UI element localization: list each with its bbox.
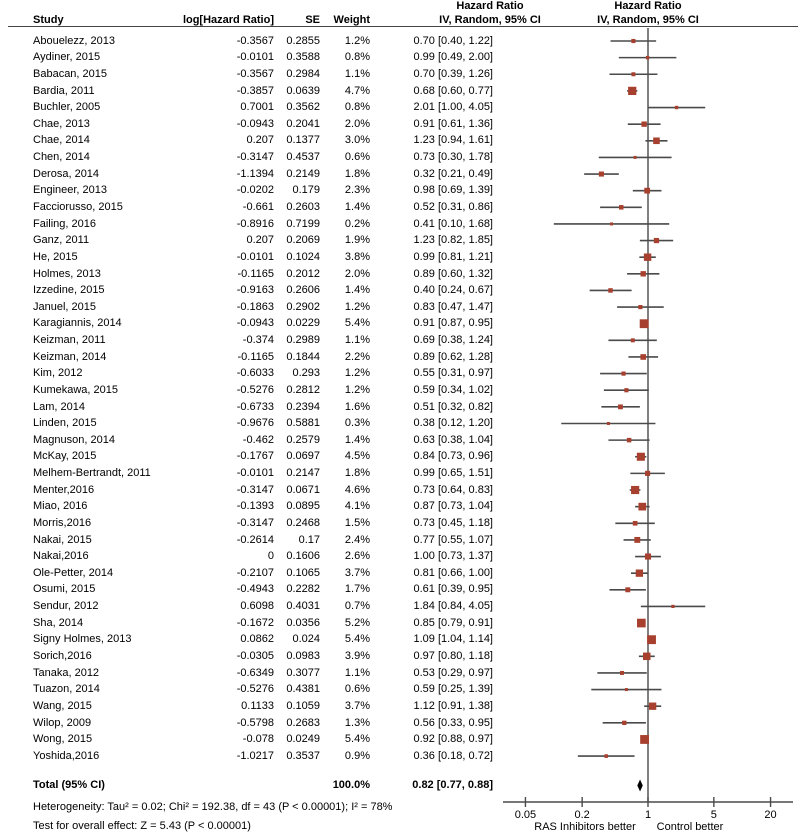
weight-value: 1.1% xyxy=(344,334,370,347)
se-value: 0.2606 xyxy=(286,284,320,297)
log-hazard-ratio-value: 0.0862 xyxy=(240,633,274,646)
study-row xyxy=(0,615,800,632)
effect-measure-heading-text-column: Hazard Ratio xyxy=(456,0,524,12)
log-hazard-ratio-value: -0.1393 xyxy=(236,500,274,513)
se-value: 0.0639 xyxy=(286,84,320,97)
column-header-weight: Weight xyxy=(333,14,370,26)
log-hazard-ratio-value: -0.0305 xyxy=(236,650,274,662)
study-row xyxy=(0,432,800,449)
study-name: Magnuson, 2014 xyxy=(33,433,115,446)
log-hazard-ratio-value: -0.6349 xyxy=(236,666,274,679)
study-row xyxy=(0,748,800,765)
study-row xyxy=(0,631,800,648)
study-name: Chae, 2014 xyxy=(33,134,90,147)
column-header-study: Study xyxy=(33,14,64,26)
weight-value: 3.7% xyxy=(344,699,370,712)
weight-value: 2.2% xyxy=(344,350,370,363)
weight-value: 1.3% xyxy=(344,716,370,729)
study-name: Buchler, 2005 xyxy=(33,101,101,114)
study-row xyxy=(0,598,800,615)
weight-value: 1.4% xyxy=(344,284,370,297)
se-value: 0.1065 xyxy=(286,566,320,579)
study-row xyxy=(0,249,800,266)
weight-value: 1.2% xyxy=(344,300,370,313)
study-row xyxy=(0,498,800,515)
se-value: 0.2579 xyxy=(286,433,320,446)
weight-value: 0.7% xyxy=(344,600,370,613)
study-name: Signy Holmes, 2013 xyxy=(33,633,132,646)
column-header-model-ci-plot: IV, Random, 95% CI xyxy=(597,14,699,26)
log-hazard-ratio-value: -0.1863 xyxy=(236,300,274,313)
se-value: 0.2902 xyxy=(286,300,320,313)
study-row xyxy=(0,132,800,149)
effect-measure-heading-plot-column: Hazard Ratio xyxy=(614,0,682,12)
se-value: 0.2468 xyxy=(286,516,320,529)
study-name: Wilop, 2009 xyxy=(33,716,92,729)
study-row xyxy=(0,199,800,216)
ci-text-value: 0.85 [0.79, 0.91] xyxy=(413,616,493,629)
se-value: 0.4537 xyxy=(286,151,320,164)
study-name: Lam, 2014 xyxy=(33,400,85,413)
column-header-model-ci-text: IV, Random, 95% CI xyxy=(439,14,541,26)
study-name: Miao, 2016 xyxy=(33,500,88,513)
study-name: Wang, 2015 xyxy=(33,699,92,712)
study-name: Kumekawa, 2015 xyxy=(33,383,118,396)
se-value: 0.1844 xyxy=(286,350,320,363)
weight-value: 1.2% xyxy=(344,367,370,380)
se-value: 0.024 xyxy=(292,633,320,646)
total-row xyxy=(0,777,800,794)
study-row xyxy=(0,282,800,299)
study-name: Sorich,2016 xyxy=(33,650,92,662)
weight-value: 0.6% xyxy=(344,151,370,164)
ci-text-value: 0.91 [0.87, 0.95] xyxy=(413,317,493,330)
study-row xyxy=(0,116,800,133)
weight-value: 0.8% xyxy=(344,51,370,64)
weight-value: 3.9% xyxy=(344,650,370,662)
ci-text-value: 0.51 [0.32, 0.82] xyxy=(413,400,493,413)
weight-value: 1.2% xyxy=(344,34,370,47)
se-value: 0.5881 xyxy=(286,417,320,430)
axis-tick-label: 20 xyxy=(764,809,777,821)
study-name: Menter,2016 xyxy=(33,483,95,496)
weight-value: 4.6% xyxy=(344,483,370,496)
total-label: Total (95% CI) xyxy=(33,779,105,791)
study-row xyxy=(0,49,800,66)
ci-text-value: 0.70 [0.39, 1.26] xyxy=(413,67,493,80)
weight-value: 0.9% xyxy=(344,749,370,762)
study-row xyxy=(0,681,800,698)
ci-text-value: 0.52 [0.31, 0.86] xyxy=(413,201,493,213)
ci-text-value: 0.99 [0.65, 1.51] xyxy=(413,467,493,480)
study-row xyxy=(0,33,800,50)
log-hazard-ratio-value: -0.1767 xyxy=(236,450,274,463)
se-value: 0.0983 xyxy=(286,650,320,662)
weight-value: 2.6% xyxy=(344,550,370,563)
study-name: Melhem-Bertrandt, 2011 xyxy=(33,467,151,480)
ci-text-value: 0.59 [0.34, 1.02] xyxy=(413,383,493,396)
study-row xyxy=(0,365,800,382)
study-row xyxy=(0,532,800,549)
ci-text-value: 0.69 [0.38, 1.24] xyxy=(413,334,493,347)
weight-value: 2.0% xyxy=(344,117,370,130)
ci-text-value: 0.77 [0.55, 1.07] xyxy=(413,533,493,546)
se-value: 0.2069 xyxy=(286,234,320,247)
se-value: 0.3588 xyxy=(286,51,320,64)
overall-effect-text: Test for overall effect: Z = 5.43 (P < 0.00001) xyxy=(33,820,251,832)
study-name: Yoshida,2016 xyxy=(33,749,100,762)
se-value: 0.2041 xyxy=(286,117,320,130)
study-row xyxy=(0,715,800,732)
weight-value: 3.7% xyxy=(344,566,370,579)
se-value: 0.2394 xyxy=(286,400,320,413)
se-value: 0.2855 xyxy=(286,34,320,47)
ci-text-value: 0.59 [0.25, 1.39] xyxy=(413,683,493,696)
log-hazard-ratio-value: 0.7001 xyxy=(240,101,274,114)
log-hazard-ratio-value: -0.661 xyxy=(242,201,274,213)
study-name: Holmes, 2013 xyxy=(33,267,101,280)
study-name: Morris,2016 xyxy=(33,516,92,529)
ci-text-value: 0.91 [0.61, 1.36] xyxy=(413,117,493,130)
se-value: 0.293 xyxy=(292,367,320,380)
ci-text-value: 0.87 [0.73, 1.04] xyxy=(413,500,493,513)
ci-text-value: 0.89 [0.60, 1.32] xyxy=(413,267,493,280)
log-hazard-ratio-value: -0.462 xyxy=(242,433,274,446)
ci-text-value: 0.41 [0.10, 1.68] xyxy=(413,217,493,230)
study-row xyxy=(0,83,800,100)
weight-value: 1.1% xyxy=(344,67,370,80)
study-name: Tuazon, 2014 xyxy=(33,683,100,696)
log-hazard-ratio-value: -0.0101 xyxy=(236,467,274,480)
study-row xyxy=(0,182,800,199)
se-value: 0.7199 xyxy=(286,217,320,230)
study-row xyxy=(0,216,800,233)
study-name: Sendur, 2012 xyxy=(33,600,99,613)
ci-text-value: 0.99 [0.81, 1.21] xyxy=(413,250,493,263)
study-row xyxy=(0,565,800,582)
weight-value: 1.1% xyxy=(344,666,370,679)
study-name: Abouelezz, 2013 xyxy=(33,34,115,47)
ci-text-value: 0.92 [0.88, 0.97] xyxy=(413,733,493,746)
log-hazard-ratio-value: -0.5798 xyxy=(236,716,274,729)
log-hazard-ratio-value: -0.3147 xyxy=(236,483,274,496)
weight-value: 5.4% xyxy=(344,733,370,746)
ci-text-value: 0.70 [0.40, 1.22] xyxy=(413,34,493,47)
study-name: Januel, 2015 xyxy=(33,300,96,313)
study-row xyxy=(0,232,800,249)
se-value: 0.2603 xyxy=(286,201,320,213)
total-ci: 0.82 [0.77, 0.88] xyxy=(412,779,493,791)
study-name: Facciorusso, 2015 xyxy=(33,201,123,213)
log-hazard-ratio-value: -0.3857 xyxy=(236,84,274,97)
log-hazard-ratio-value: -0.0202 xyxy=(236,184,274,197)
weight-value: 1.6% xyxy=(344,400,370,413)
axis-tick-label: 0.2 xyxy=(574,809,590,821)
heterogeneity-text: Heterogeneity: Tau² = 0.02; Chi² = 192.38, df = 43 (P < 0.00001); I² = 78% xyxy=(33,801,393,813)
ci-text-value: 0.55 [0.31, 0.97] xyxy=(413,367,493,380)
se-value: 0.0249 xyxy=(286,733,320,746)
log-hazard-ratio-value: -0.9676 xyxy=(236,417,274,430)
se-value: 0.2989 xyxy=(286,334,320,347)
study-row xyxy=(0,548,800,565)
total-weight: 100.0% xyxy=(332,779,370,791)
study-name: Keizman, 2014 xyxy=(33,350,107,363)
study-name: Sha, 2014 xyxy=(33,616,84,629)
se-value: 0.3077 xyxy=(286,666,320,679)
se-value: 0.2149 xyxy=(286,167,320,180)
column-header-log-hazard-ratio: log[Hazard Ratio] xyxy=(182,14,274,26)
study-row xyxy=(0,299,800,316)
study-row xyxy=(0,698,800,715)
study-row xyxy=(0,315,800,332)
weight-value: 2.0% xyxy=(344,267,370,280)
ci-text-value: 0.32 [0.21, 0.49] xyxy=(413,167,493,180)
study-row xyxy=(0,665,800,682)
se-value: 0.179 xyxy=(292,184,320,197)
study-row xyxy=(0,149,800,166)
se-value: 0.2812 xyxy=(286,383,320,396)
log-hazard-ratio-value: -0.6733 xyxy=(236,400,274,413)
log-hazard-ratio-value: -0.6033 xyxy=(236,367,274,380)
ci-text-value: 0.56 [0.33, 0.95] xyxy=(413,716,493,729)
study-name: Karagiannis, 2014 xyxy=(33,317,122,330)
weight-value: 1.4% xyxy=(344,433,370,446)
weight-value: 2.4% xyxy=(344,533,370,546)
log-hazard-ratio-value: -1.0217 xyxy=(236,749,274,762)
se-value: 0.2984 xyxy=(286,67,320,80)
ci-text-value: 0.89 [0.62, 1.28] xyxy=(413,350,493,363)
ci-text-value: 1.23 [0.82, 1.85] xyxy=(413,234,493,247)
se-value: 0.2282 xyxy=(286,583,320,596)
ci-text-value: 0.73 [0.30, 1.78] xyxy=(413,151,493,164)
se-value: 0.3537 xyxy=(286,749,320,762)
header-line-1 xyxy=(0,0,800,12)
log-hazard-ratio-value: -0.9163 xyxy=(236,284,274,297)
ci-text-value: 0.63 [0.38, 1.04] xyxy=(413,433,493,446)
weight-value: 1.8% xyxy=(344,167,370,180)
axis-tick-label: 1 xyxy=(644,809,652,821)
log-hazard-ratio-value: 0.1133 xyxy=(241,699,274,712)
log-hazard-ratio-value: -0.2614 xyxy=(236,533,274,546)
study-row xyxy=(0,581,800,598)
log-hazard-ratio-value: -0.5276 xyxy=(236,383,274,396)
weight-value: 4.1% xyxy=(344,500,370,513)
axis-direction-label-right: Control better xyxy=(656,821,724,833)
ci-text-value: 0.81 [0.66, 1.00] xyxy=(413,566,493,579)
weight-value: 0.2% xyxy=(344,217,370,230)
ci-text-value: 2.01 [1.00, 4.05] xyxy=(413,101,493,114)
log-hazard-ratio-value: -0.3147 xyxy=(236,151,274,164)
se-value: 0.0895 xyxy=(286,500,320,513)
weight-value: 2.3% xyxy=(344,184,370,197)
weight-value: 5.2% xyxy=(344,616,370,629)
axis-direction-label-left: RAS Inhibitors better xyxy=(534,821,636,833)
study-name: Linden, 2015 xyxy=(33,417,97,430)
ci-text-value: 1.84 [0.84, 4.05] xyxy=(413,600,493,613)
study-row xyxy=(0,166,800,183)
weight-value: 0.3% xyxy=(344,417,370,430)
log-hazard-ratio-value: -0.8916 xyxy=(236,217,274,230)
se-value: 0.4031 xyxy=(286,600,320,613)
weight-value: 1.2% xyxy=(344,383,370,396)
log-hazard-ratio-value: -0.374 xyxy=(242,334,274,347)
study-row xyxy=(0,448,800,465)
ci-text-value: 0.38 [0.12, 1.20] xyxy=(413,417,493,430)
study-row xyxy=(0,465,800,482)
log-hazard-ratio-value: -0.3567 xyxy=(236,34,274,47)
weight-value: 5.4% xyxy=(344,633,370,646)
log-hazard-ratio-value: -0.4943 xyxy=(236,583,274,596)
header-line-2 xyxy=(0,14,800,26)
log-hazard-ratio-value: -0.0101 xyxy=(236,51,274,64)
log-hazard-ratio-value: 0.6098 xyxy=(240,600,274,613)
study-name: Failing, 2016 xyxy=(33,217,96,230)
se-value: 0.1059 xyxy=(286,699,320,712)
log-hazard-ratio-value: -0.1165 xyxy=(237,267,274,280)
weight-value: 1.7% xyxy=(344,583,370,596)
ci-text-value: 0.97 [0.80, 1.18] xyxy=(413,650,493,662)
study-row xyxy=(0,482,800,499)
se-value: 0.0697 xyxy=(286,450,320,463)
ci-text-value: 0.68 [0.60, 0.77] xyxy=(413,84,493,97)
log-hazard-ratio-value: 0 xyxy=(267,550,274,563)
se-value: 0.1606 xyxy=(286,550,320,563)
weight-value: 3.0% xyxy=(344,134,370,147)
study-name: Kim, 2012 xyxy=(33,367,83,380)
se-value: 0.2683 xyxy=(286,716,320,729)
column-header-se: SE xyxy=(305,14,320,26)
study-row xyxy=(0,266,800,283)
weight-value: 3.8% xyxy=(344,250,370,263)
study-name: Engineer, 2013 xyxy=(33,184,108,197)
weight-value: 0.8% xyxy=(344,101,370,114)
log-hazard-ratio-value: -0.3147 xyxy=(236,516,274,529)
study-name: Ole-Petter, 2014 xyxy=(33,566,114,579)
log-hazard-ratio-value: -0.2107 xyxy=(236,566,274,579)
se-value: 0.0671 xyxy=(286,483,320,496)
log-hazard-ratio-value: 0.207 xyxy=(246,134,274,147)
ci-text-value: 0.98 [0.69, 1.39] xyxy=(413,184,493,197)
ci-text-value: 0.84 [0.73, 0.96] xyxy=(413,450,493,463)
study-name: McKay, 2015 xyxy=(33,450,97,463)
study-name: Derosa, 2014 xyxy=(33,167,100,180)
weight-value: 1.8% xyxy=(344,467,370,480)
se-value: 0.4381 xyxy=(286,683,320,696)
header-rule xyxy=(8,26,798,27)
weight-value: 4.7% xyxy=(344,84,370,97)
log-hazard-ratio-value: -0.0943 xyxy=(236,117,274,130)
study-name: Babacan, 2015 xyxy=(33,67,108,80)
study-row xyxy=(0,415,800,432)
axis-tick-label: 0.05 xyxy=(514,809,537,821)
log-hazard-ratio-value: -0.3567 xyxy=(236,67,274,80)
study-name: Nakai,2016 xyxy=(33,550,89,563)
ci-text-value: 0.83 [0.47, 1.47] xyxy=(413,300,493,313)
ci-text-value: 1.12 [0.91, 1.38] xyxy=(413,699,493,712)
se-value: 0.3562 xyxy=(286,101,320,114)
log-hazard-ratio-value: 0.207 xyxy=(246,234,274,247)
ci-text-value: 1.23 [0.94, 1.61] xyxy=(413,134,493,147)
log-hazard-ratio-value: -0.5276 xyxy=(236,683,274,696)
ci-text-value: 1.09 [1.04, 1.14] xyxy=(413,633,493,646)
study-row xyxy=(0,515,800,532)
study-row xyxy=(0,731,800,748)
log-hazard-ratio-value: -0.078 xyxy=(242,733,274,746)
ci-text-value: 0.40 [0.24, 0.67] xyxy=(413,284,493,297)
study-name: Izzedine, 2015 xyxy=(33,284,105,297)
study-name: Wong, 2015 xyxy=(33,733,93,746)
se-value: 0.2012 xyxy=(286,267,320,280)
study-name: Bardia, 2011 xyxy=(33,84,95,97)
se-value: 0.0356 xyxy=(286,616,320,629)
weight-value: 1.5% xyxy=(344,516,370,529)
log-hazard-ratio-value: -0.0101 xyxy=(236,250,274,263)
ci-text-value: 0.73 [0.64, 0.83] xyxy=(413,483,493,496)
study-row xyxy=(0,648,800,665)
weight-value: 4.5% xyxy=(344,450,370,463)
study-name: Aydiner, 2015 xyxy=(33,51,101,64)
weight-value: 1.4% xyxy=(344,201,370,213)
ci-text-value: 1.00 [0.73, 1.37] xyxy=(413,550,493,563)
log-hazard-ratio-value: -1.1394 xyxy=(236,167,274,180)
study-name: Nakai, 2015 xyxy=(33,533,92,546)
study-name: Tanaka, 2012 xyxy=(33,666,100,679)
study-name: Osumi, 2015 xyxy=(33,583,96,596)
study-row xyxy=(0,382,800,399)
axis-tick-label: 5 xyxy=(710,809,717,821)
study-name: Chen, 2014 xyxy=(33,151,90,164)
se-value: 0.1377 xyxy=(286,134,320,147)
study-name: He, 2015 xyxy=(33,250,78,263)
se-value: 0.0229 xyxy=(286,317,320,330)
study-row xyxy=(0,332,800,349)
ci-text-value: 0.36 [0.18, 0.72] xyxy=(413,749,493,762)
se-value: 0.1024 xyxy=(286,250,320,263)
weight-value: 5.4% xyxy=(344,317,370,330)
study-row xyxy=(0,66,800,83)
study-row xyxy=(0,99,800,116)
log-hazard-ratio-value: -0.0943 xyxy=(236,317,274,330)
se-value: 0.17 xyxy=(298,533,320,546)
ci-text-value: 0.99 [0.49, 2.00] xyxy=(413,51,493,64)
ci-text-value: 0.73 [0.45, 1.18] xyxy=(413,516,493,529)
study-row xyxy=(0,349,800,366)
se-value: 0.2147 xyxy=(286,467,320,480)
log-hazard-ratio-value: -0.1165 xyxy=(237,350,274,363)
study-name: Keizman, 2011 xyxy=(33,334,106,347)
study-name: Ganz, 2011 xyxy=(33,234,90,247)
log-hazard-ratio-value: -0.1672 xyxy=(236,616,274,629)
weight-value: 1.9% xyxy=(344,234,370,247)
weight-value: 0.6% xyxy=(344,683,370,696)
ci-text-value: 0.61 [0.39, 0.95] xyxy=(413,583,493,596)
study-row xyxy=(0,399,800,416)
study-name: Chae, 2013 xyxy=(33,117,90,130)
ci-text-value: 0.53 [0.29, 0.97] xyxy=(413,666,493,679)
